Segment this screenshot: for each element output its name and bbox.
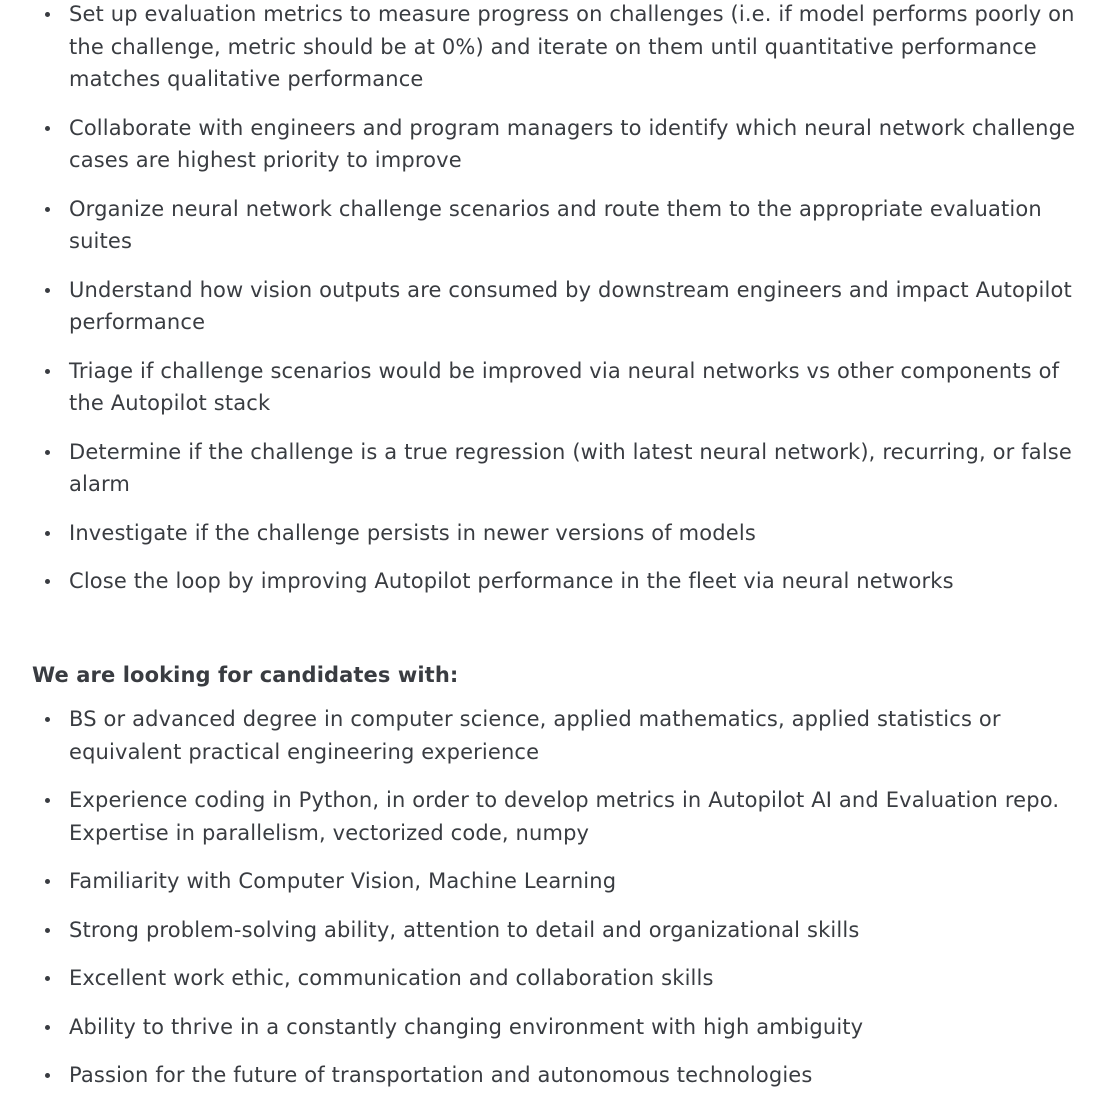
bullet-icon: [45, 207, 50, 212]
list-item: [32, 865, 1082, 898]
bullet-icon: [45, 1025, 50, 1030]
bullet-icon: [45, 450, 50, 455]
bullet-icon: [45, 126, 50, 131]
list-item-text: Determine if the challenge is a true regression (with latest neural network), recurring, or false alarm: [69, 439, 1072, 496]
list-item: [32, 517, 1082, 550]
list-item: [32, 1011, 1082, 1044]
list-item: [32, 914, 1082, 947]
list-item-text: Passion for the future of transportation and autonomous technologies: [69, 1063, 813, 1087]
requirements-list: [32, 703, 1082, 1108]
bullet-icon: [45, 12, 50, 17]
list-item-text: Ability to thrive in a constantly changing environment with high ambiguity: [69, 1014, 864, 1039]
bullet-icon: [45, 579, 50, 584]
list-item-text: Close the loop by improving Autopilot performance in the fleet via neural networks: [69, 569, 954, 593]
bullet-icon: [45, 531, 50, 536]
list-item: [32, 112, 1082, 177]
list-item: [32, 274, 1082, 339]
bullet-icon: [45, 976, 50, 981]
bullet-icon: [45, 369, 50, 374]
list-item-text: Experience coding in Python, in order to develop metrics in Autopilot AI and Evaluation repo. Expertise in parallelism, vectorized code, numpy: [69, 788, 1060, 845]
list-item: [32, 436, 1082, 501]
list-item-text: BS or advanced degree in computer science, applied mathematics, applied statistics or equivalent practical engineering experience: [69, 707, 1001, 764]
responsibilities-list: [32, 0, 1082, 614]
bullet-icon: [45, 928, 50, 933]
list-item: [32, 962, 1082, 995]
bullet-icon: [45, 798, 50, 803]
list-item-text: Investigate if the challenge persists in newer versions of models: [69, 520, 756, 545]
list-item: [32, 0, 1082, 96]
requirements-heading: We are looking for candidates with:: [32, 663, 459, 687]
bullet-icon: [45, 879, 50, 884]
list-item: [32, 703, 1082, 768]
list-item-text: Excellent work ethic, communication and collaboration skills: [69, 966, 714, 990]
bullet-icon: [45, 717, 50, 722]
list-item-text: Set up evaluation metrics to measure progress on challenges (i.e. if model performs poorly on the challenge, metric should be at 0%) and iterate on them until quantitative performance matches qualitative performance: [69, 2, 1075, 91]
list-item: [32, 1059, 1082, 1092]
list-item: [32, 784, 1082, 849]
list-item-text: Organize neural network challenge scenarios and route them to the appropriate evaluation suites: [69, 196, 1042, 253]
list-item-text: Understand how vision outputs are consumed by downstream engineers and impact Autopilot performance: [69, 277, 1072, 334]
list-item-text: Familiarity with Computer Vision, Machine Learning: [69, 869, 617, 893]
list-item-text: Collaborate with engineers and program managers to identify which neural network challenge cases are highest priority to improve: [69, 115, 1076, 172]
list-item-text: Triage if challenge scenarios would be improved via neural networks vs other components of the Autopilot stack: [69, 358, 1060, 415]
list-item: [32, 355, 1082, 420]
list-item: [32, 193, 1082, 258]
bullet-icon: [45, 1073, 50, 1078]
list-item-text: Strong problem-solving ability, attention to detail and organizational skills: [69, 917, 860, 942]
list-item: [32, 565, 1082, 598]
bullet-icon: [45, 288, 50, 293]
